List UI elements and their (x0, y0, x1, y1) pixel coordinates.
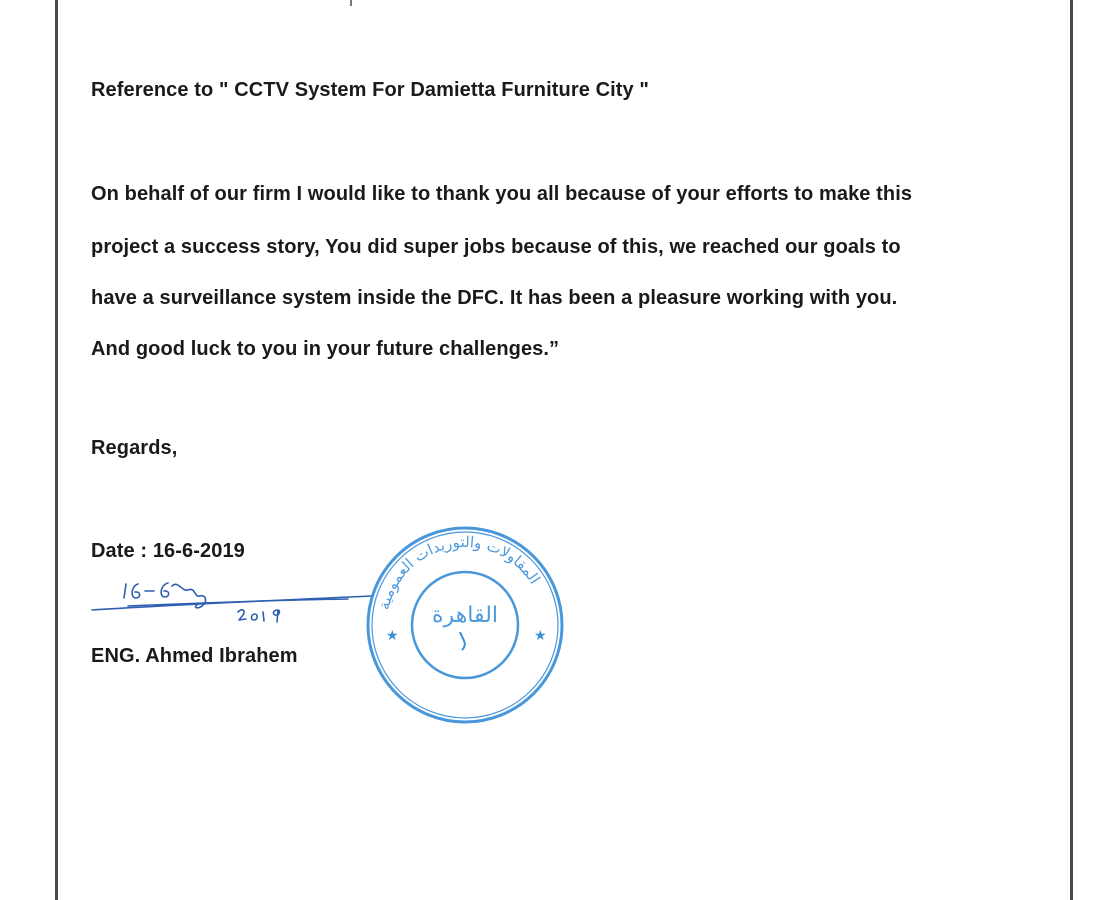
reference-line: Reference to " CCTV System For Damietta Furniture City " (91, 79, 650, 101)
svg-text:★: ★ (534, 628, 547, 644)
body-line-1: On behalf of our firm I would like to thank you all because of your efforts to make this (91, 183, 913, 205)
date-line: Date : 16-6-2019 (91, 540, 245, 562)
closing-regards: Regards, (91, 437, 178, 459)
page-border-right (1070, 0, 1073, 900)
body-line-4: And good luck to you in your future challenges.” (91, 338, 560, 360)
svg-text:★: ★ (386, 628, 399, 644)
body-line-2: project a success story, You did super jobs because of this, we reached our goals to (91, 236, 901, 258)
handwritten-signature (88, 572, 388, 632)
page-border-left (55, 0, 58, 900)
signatory-name: ENG. Ahmed Ibrahem (91, 645, 298, 667)
svg-text:المقاولات والتوريدات العمومية: المقاولات والتوريدات العمومية (374, 532, 544, 612)
svg-text:القاهرة: القاهرة (432, 603, 498, 628)
scan-mark (350, 0, 352, 6)
body-line-3: have a surveillance system inside the DFC. It has been a pleasure working with you. (91, 287, 898, 309)
company-stamp (360, 522, 570, 728)
